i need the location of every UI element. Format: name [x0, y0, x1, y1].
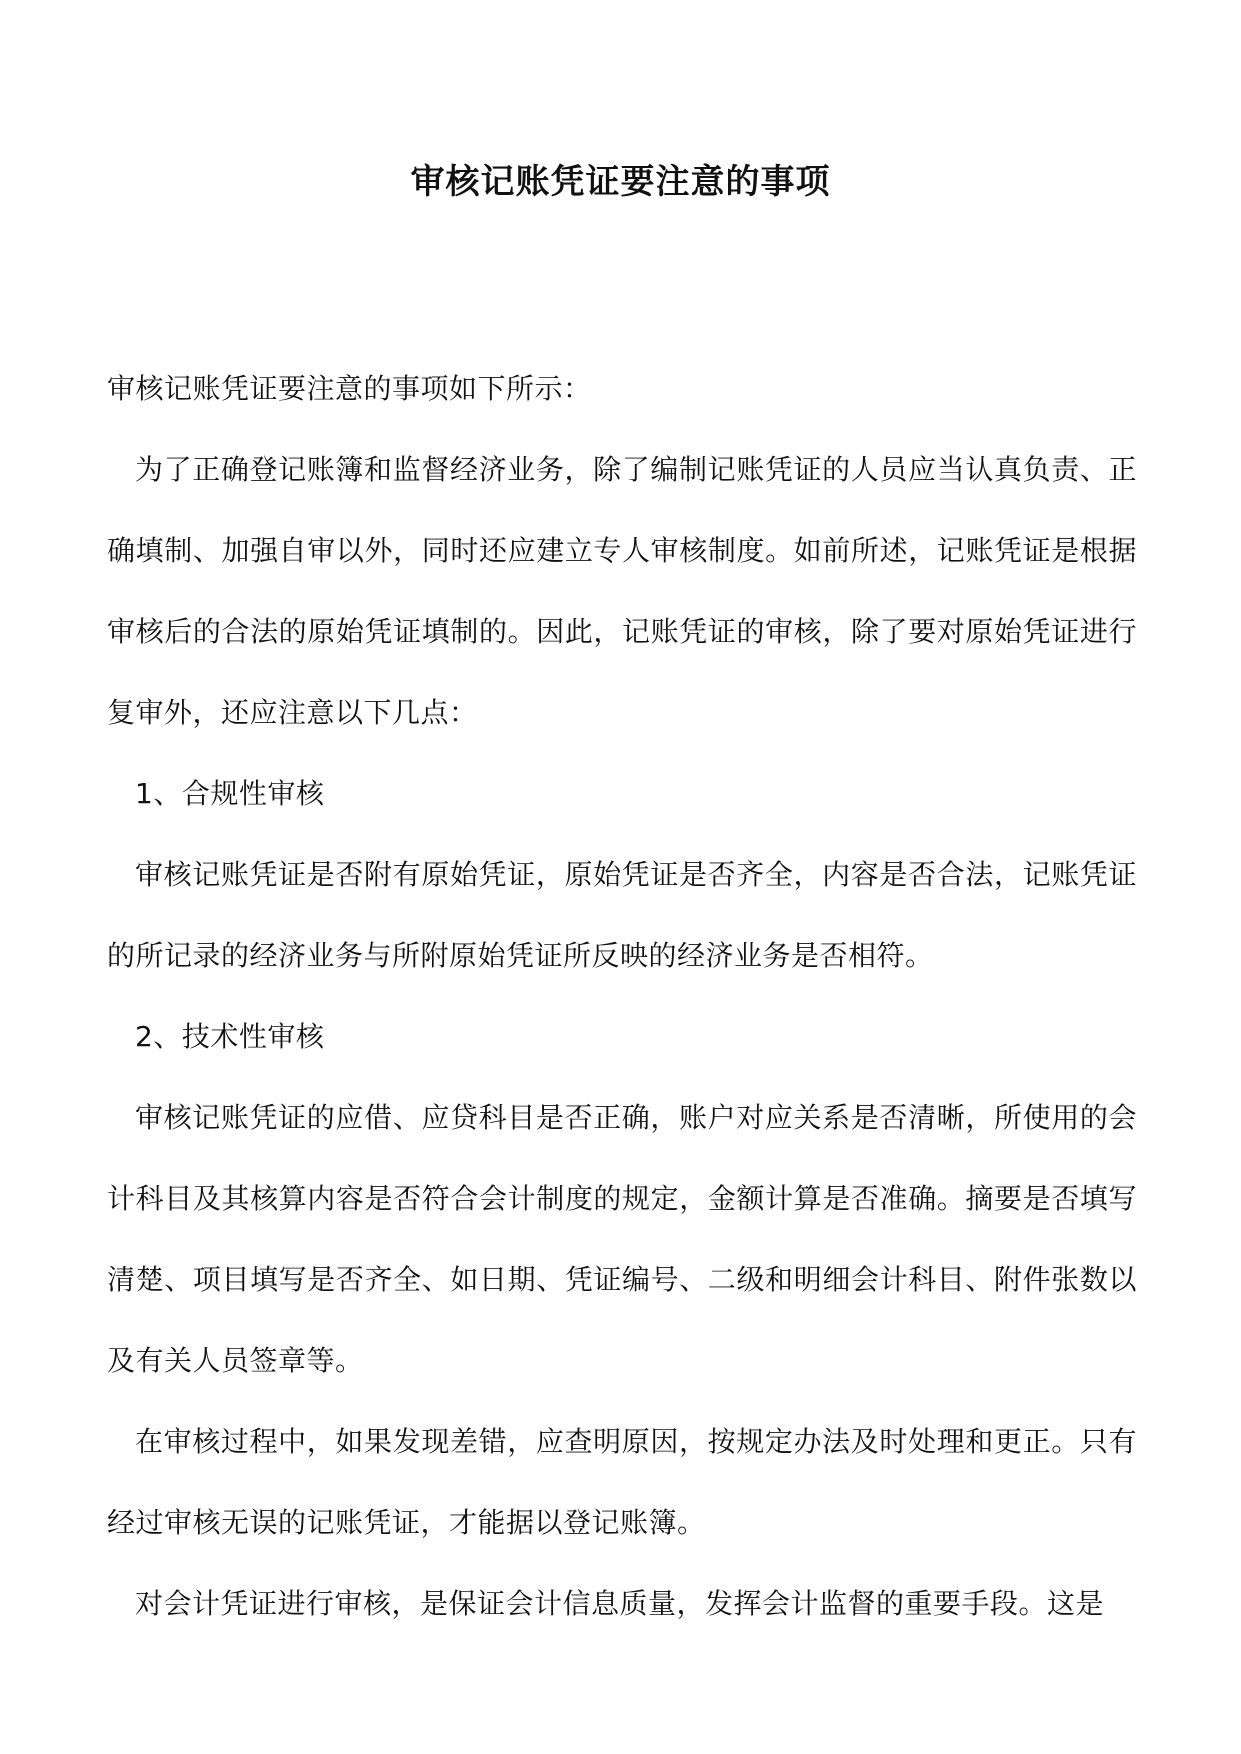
paragraph-overview: 为了正确登记账簿和监督经济业务，除了编制记账凭证的人员应当认真负责、正确填制、加强自审以外，同时还应建立专人审核制度。如前所述，记账凭证是根据审核后的合法的原始凭证填制的。因此，记账凭证的审核，除了要对原始凭证进行复审外，还应注意以下几点：	[107, 453, 1137, 729]
paragraph-technical: 审核记账凭证的应借、应贷科目是否正确，账户对应关系是否清晰，所使用的会计科目及其核算内容是否符合会计制度的规定，金额计算是否准确。摘要是否填写清楚、项目填写是否齐全、如日期、凭证编号、二级和明细会计科目、附件张数以及有关人员签章等。	[107, 1101, 1137, 1377]
paragraph-error-handling: 在审核过程中，如果发现差错，应查明原因，按规定办法及时处理和更正。只有经过审核无误的记账凭证，才能据以登记账簿。	[107, 1425, 1137, 1539]
section-heading-compliance: 1、合规性审核	[135, 777, 325, 810]
document-body	[107, 348, 1137, 1644]
paragraph-importance: 对会计凭证进行审核，是保证会计信息质量，发挥会计监督的重要手段。这是	[135, 1587, 1105, 1620]
paragraph-compliance: 审核记账凭证是否附有原始凭证，原始凭证是否齐全，内容是否合法，记账凭证的所记录的经济业务与所附原始凭证所反映的经济业务是否相符。	[107, 858, 1137, 972]
page-title: 审核记账凭证要注意的事项	[410, 162, 831, 202]
paragraph-intro: 审核记账凭证要注意的事项如下所示：	[107, 372, 592, 405]
section-heading-technical: 2、技术性审核	[135, 1020, 325, 1053]
